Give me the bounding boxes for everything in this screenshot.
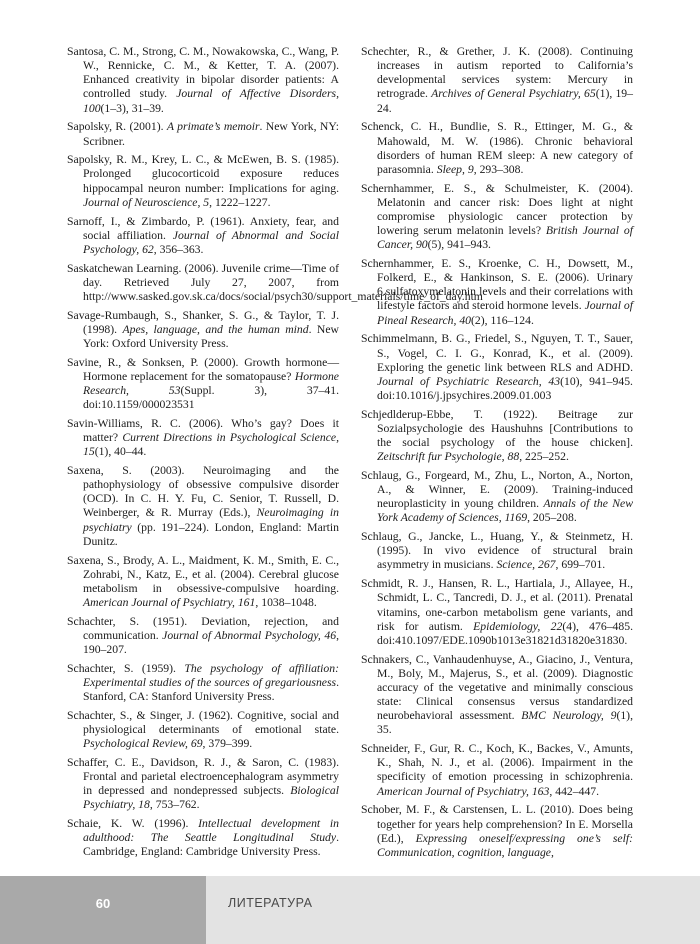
reference-source: Apes, language, and the human mind [122,322,309,336]
reference-entry [361,803,633,860]
reference-text: (1), 19–24. [377,87,633,115]
reference-source: Archives of General Psychiatry, 65 [431,87,596,101]
reference-text: (Suppl. 3), 37–41. doi:10.1159/000023531 [83,384,339,412]
reference-text: Schaie, K. W. (1996). [67,817,199,831]
reference-text: , 699–701. [555,558,606,572]
reference-text: , 379–399. [202,737,253,751]
reference-text: (1), 40–44. [94,445,147,459]
reference-text: Schernhammer, E. S., & Schulmeister, K. (2004). Melatonin and cancer risk: Does light at night compromise physiologic cancer protection by lowering serum melatonin levels? [361,181,633,238]
reference-text: , 442–447. [549,784,600,798]
reference-source: Journal of Pineal Research, 40 [377,299,633,327]
reference-source: A primate’s memoir [166,120,260,134]
reference-text: , 293–308. [473,162,524,176]
reference-text: Schmidt, R. J., Hansen, R. L., Hartiala, J., Allayee, H., Schmidt, L. C., Tancredi, D. J., et al. (2011). Prenatal vitamins, one-carbon metabolism gene variants, and risk for autism. [361,577,633,633]
reference-text: Savin-Williams, R. C. (2006). Who’s gay? Does it matter? [67,416,339,445]
reference-entry [67,709,339,751]
page-number: 60 [95,896,111,911]
reference-source: Psychological Review, 69 [83,737,203,751]
reference-text: , 1222–1227. [209,195,271,209]
reference-text: Sarnoff, I., & Zimbardo, P. (1961). Anxiety, fear, and social affiliation. [67,214,339,242]
reference-text: (pp. 191–224). London, England: Martin Dunitz. [83,520,339,548]
reference-entry [67,615,339,657]
reference-source: Journal of Affective Disorders, 100 [83,87,340,115]
reference-entry [361,577,633,648]
reference-entry [361,257,633,328]
reference-text: Saxena, S. (2003). Neuroimaging and the pathophysiology of obsessive compulsive disorder (OCD). In C. H. Y. Fu, C. Senior, T. Russell, D. Weinberger, & R. Murray (Eds.), [67,463,339,520]
reference-source: Neuroimaging in psychiatry [83,506,340,534]
reference-entry [361,653,633,738]
reference-text: , 753–762. [149,798,200,812]
reference-source: Journal of Neuroscience, 5 [83,195,210,209]
reference-text: , 225–252. [519,450,569,464]
reference-text: Schnakers, C., Vanhaudenhuyse, A., Giacino, J., Ventura, M., Boly, M., Majerus, S., et al. (2009). Diagnostic accuracy of the vegetative and minimally conscious state: Clinical consensus versus standardized neurobehavioral assessment. [361,652,633,723]
reference-text: Schlaug, G., Forgeard, M., Zhu, L., Norton, A., Norton, A., & Winner, E. (2009). Training-induced neuroplasticity in young children. [361,468,633,511]
reference-text: (1), 35. [377,709,633,737]
reference-text: . Cambridge, England: Cambridge University Press. [83,831,339,859]
reference-text: Sapolsky, R. M., Krey, L. C., & McEwen, B. S. (1985). Prolonged glucocorticoid exposure reduces hippocampal neuron number: Implications for aging. [67,153,339,195]
reference-entry [67,153,339,210]
reference-entry [67,817,339,859]
reference-source: Biological Psychiatry, 18 [83,784,339,812]
reference-text: Schjedlderup-Ebbe, T. (1922). Beitrage zur Sozialpsychologie des Haushuhns [Contributions to the social psychology of the house chicken]. [361,407,633,450]
reference-text: , 356–363. [153,242,204,256]
reference-source: Expressing oneself/expressing one’s self: Communication, cognition, language, [377,831,633,859]
reference-entry [67,554,339,611]
reference-entry [67,417,339,459]
reference-source: Current Directions in Psychological Science, 15 [83,431,339,459]
reference-text: (2), 116–124. [471,313,534,327]
reference-source: BMC Neurology, 9 [521,709,617,723]
reference-entry [67,120,339,148]
reference-text: Savine, R., & Sonksen, P. (2000). Growth hormone—Hormone replacement for the somatopause? [67,355,339,383]
reference-source: Science, 267 [496,558,556,572]
reference-entry [361,530,633,572]
reference-text: Schachter, S., & Singer, J. (1962). Cognitive, social and physiological determinants of emotional state. [67,708,339,736]
reference-text: Schneider, F., Gur, R. C., Koch, K., Backes, V., Amunts, K., Shah, N. J., et al. (2006). Impairment in the specificity of emotion processing in schizophrenia. [361,742,633,784]
reference-text: Schachter, S. (1951). Deviation, rejection, and communication. [67,614,339,642]
reference-entry [361,332,633,403]
reference-entry [67,662,339,704]
reference-text: . New York: Oxford University Press. [83,322,339,350]
reference-entry [361,469,633,526]
reference-entry [361,182,633,253]
reference-text: . Stanford, CA: Stanford University Press. [83,675,339,704]
reference-source: Journal of Abnormal and Social Psychology, 62 [83,228,339,256]
reference-text: (10), 941–945. doi:10.1016/j.jpsychires.2009.01.003 [377,374,633,402]
reference-entry [67,45,339,116]
page-footer [0,876,700,944]
footer-band [206,876,700,944]
reference-source: Sleep, 9 [436,162,474,176]
reference-entry [67,309,339,351]
reference-text: (4), 476–485. doi:410.1097/EDE.1090b1013e31821d31820e31830. [377,619,633,647]
section-title: ЛИТЕРАТУРА [228,896,313,910]
reference-entry [361,742,633,799]
reference-text: Schaffer, C. E., Davidson, R. J., & Saron, C. (1983). Frontal and parietal electroencephalogram asymmetry in depressed and nondepressed subjects. [67,755,339,798]
reference-source: Journal of Psychiatric Research, 43 [377,374,561,388]
reference-text: Sapolsky, R. (2001). [67,120,167,134]
references-column-right [361,45,633,865]
reference-text: . New York, NY: Scribner. [83,120,339,148]
reference-source: American Journal of Psychiatry, 163 [377,784,550,798]
reference-entry [67,261,483,304]
page-number-box [0,876,206,944]
reference-source: Annals of the New York Academy of Sciences, 1169 [377,497,633,525]
reference-text: (5), 941–943. [427,238,491,252]
reference-entry [67,756,339,813]
reference-text: Santosa, C. M., Strong, C. M., Nowakowska, C., Wang, P. W., Rennicke, C. M., & Ketter, T. A. (2007). Enhanced creativity in bipolar disorder patients: A controlled study. [67,45,339,101]
reference-entry [361,45,633,116]
reference-text: Schechter, R., & Grether, J. K. (2008). Continuing increases in autism reported to California’s developmental services system: Mercury in retrograde. [361,45,633,101]
reference-text: Schlaug, G., Jancke, L., Huang, Y., & Steinmetz, H. (1995). In vivo evidence of structural brain asymmetry in musicians. [361,530,633,572]
reference-text: Saskatchewan Learning. (2006). Juvenile crime—Time of day. Retrieved July 27, 2007, from http://www.sasked.gov.sk.ca/docs/social/psych30/support_materials/time_of_day.htm [67,261,483,303]
reference-text: Schenck, C. H., Bundlie, S. R., Ettinger, M. G., & Mahowald, M. W. (1986). Chronic behavioral disorders of human REM sleep: A new category of parasomnia. [361,120,633,176]
reference-source: Journal of Abnormal Psychology, 46 [162,628,337,642]
reference-text: Savage-Rumbaugh, S., Shanker, S. G., & Taylor, T. J. (1998). [67,308,339,336]
reference-text: , 1038–1048. [255,595,317,609]
reference-source: American Journal of Psychiatry, 161 [83,595,256,609]
reference-source: Intellectual development in adulthood: The Seattle Longitudinal Study [83,817,340,845]
reference-text: , 205–208. [527,511,577,525]
reference-entry [361,120,633,177]
reference-entry [67,215,339,257]
reference-text: , 190–207. [83,628,339,657]
reference-text: Schimmelmann, B. G., Friedel, S., Nguyen, T. T., Sauer, S., Vogel, C. I. G., Konrad, K., et al. (2009). Exploring the genetic link between RLS and ADHD. [361,332,633,374]
reference-text: Schober, M. F., & Carstensen, L. L. (2010). Does being together for years help comprehension? In E. Morsella (Ed.), [361,803,633,845]
reference-text: (1–3), 31–39. [100,101,164,115]
reference-text: Saxena, S., Brody, A. L., Maidment, K. M., Smith, E. C., Zohrabi, N., Katz, E., et al. (2004). Cerebral glucose metabolism in obsessive-compulsive hoarding. [67,553,339,595]
reference-entry [67,464,339,549]
reference-text: Schachter, S. (1959). [67,661,185,675]
reference-entry [361,408,633,465]
reference-source: Zeitschrift fur Psychologie, 88 [377,450,520,464]
reference-entry [67,356,339,413]
reference-source: Hormone Research, 53 [83,369,339,397]
reference-source: British Journal of Cancer, 90 [377,224,633,252]
reference-text: Schernhammer, E. S., Kroenke, C. H., Dowsett, M., Folkerd, E., & Hankinson, S. E. (2006). Urinary 6.sulfatoxymelatonin levels and their correlations with lifestyle factors and steroid hormone levels. [361,256,633,313]
reference-source: Epidemiology, 22 [473,619,563,633]
reference-source: The psychology of affiliation: Experimental studies of the sources of gregariousness [83,661,339,689]
